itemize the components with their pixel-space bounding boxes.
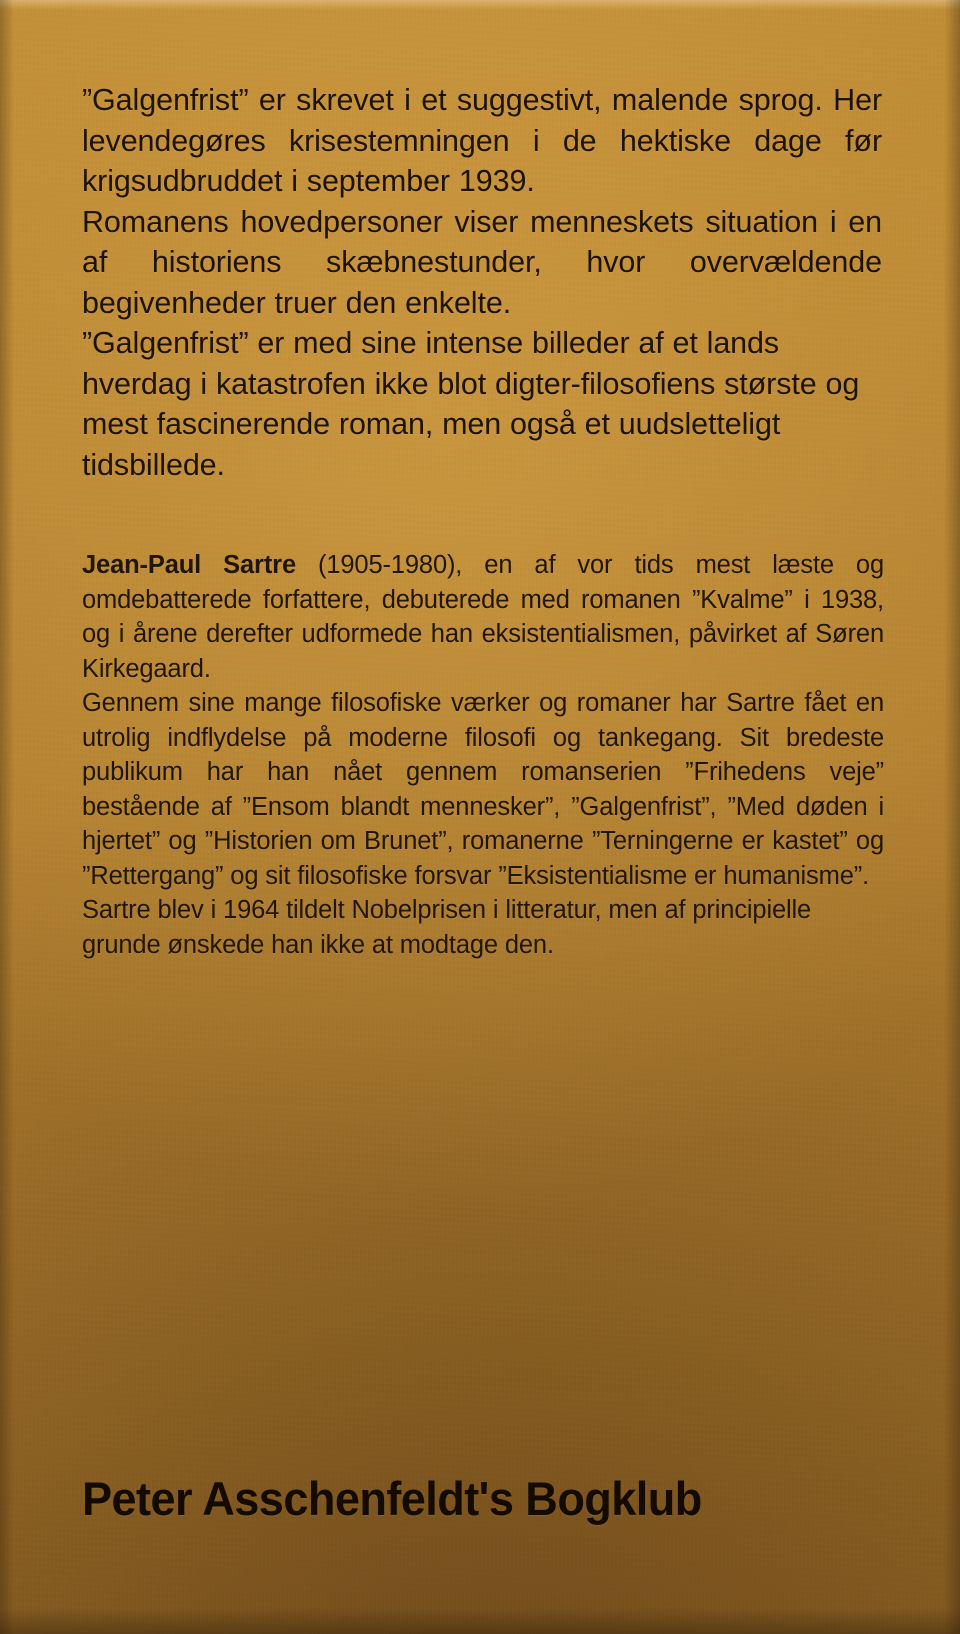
blurb-paragraph-3: ”Galgenfrist” er med sine intense billeder af et lands hverdag i katastrofen ikke blot digter-filosofiens største og mest fascinerende roman, men også et uudsletteligt tidsbillede. <box>82 326 860 482</box>
book-blurb <box>82 80 882 485</box>
bio-paragraph-1 <box>82 548 884 686</box>
blurb-paragraph-2: Romanens hovedpersoner viser menneskets situation i en af historiens skæbnestunder, hvor overvældende begivenheder truer den enkelte. <box>82 204 882 320</box>
publisher-name: Peter Asschenfeldt's Bogklub <box>82 1472 702 1525</box>
bio-paragraph-3: Sartre blev i 1964 tildelt Nobelprisen i litteratur, men af principielle grunde ønskede han ikke at modtage den. <box>82 896 812 959</box>
bio-paragraph-1-text: (1905-1980), en af vor tids mest læste og omdebatterede forfattere, debuterede med romanen ”Kvalme” i 1938, og i årene derefter udformede han eksistentialismen, påvirket af Søren Kirkegaard. <box>82 551 884 683</box>
blurb-paragraph-1: ”Galgenfrist” er skrevet i et suggestivt, malende sprog. Her levendegøres krisestemningen i de hektiske dage før krigsudbruddet i september 1939. <box>82 83 882 198</box>
author-biography <box>82 548 884 962</box>
bio-paragraph-2: Gennem sine mange filosofiske værker og romaner har Sartre fået en utrolig indflydelse på moderne filosofi og tankegang. Sit bredeste publikum har han nået gennem romanserien ”Frihedens veje” bestående af ”Ensom blandt mennesker”, ”Galgenfrist”, ”Med døden i hjertet” og ”Historien om Brunet”, romanerne ”Terningerne er kastet” og ”Rettergang” og sit filosofiske forsvar ”Eksistentialisme er humanisme”. <box>82 689 884 890</box>
author-name: Jean-Paul Sartre <box>82 551 296 579</box>
